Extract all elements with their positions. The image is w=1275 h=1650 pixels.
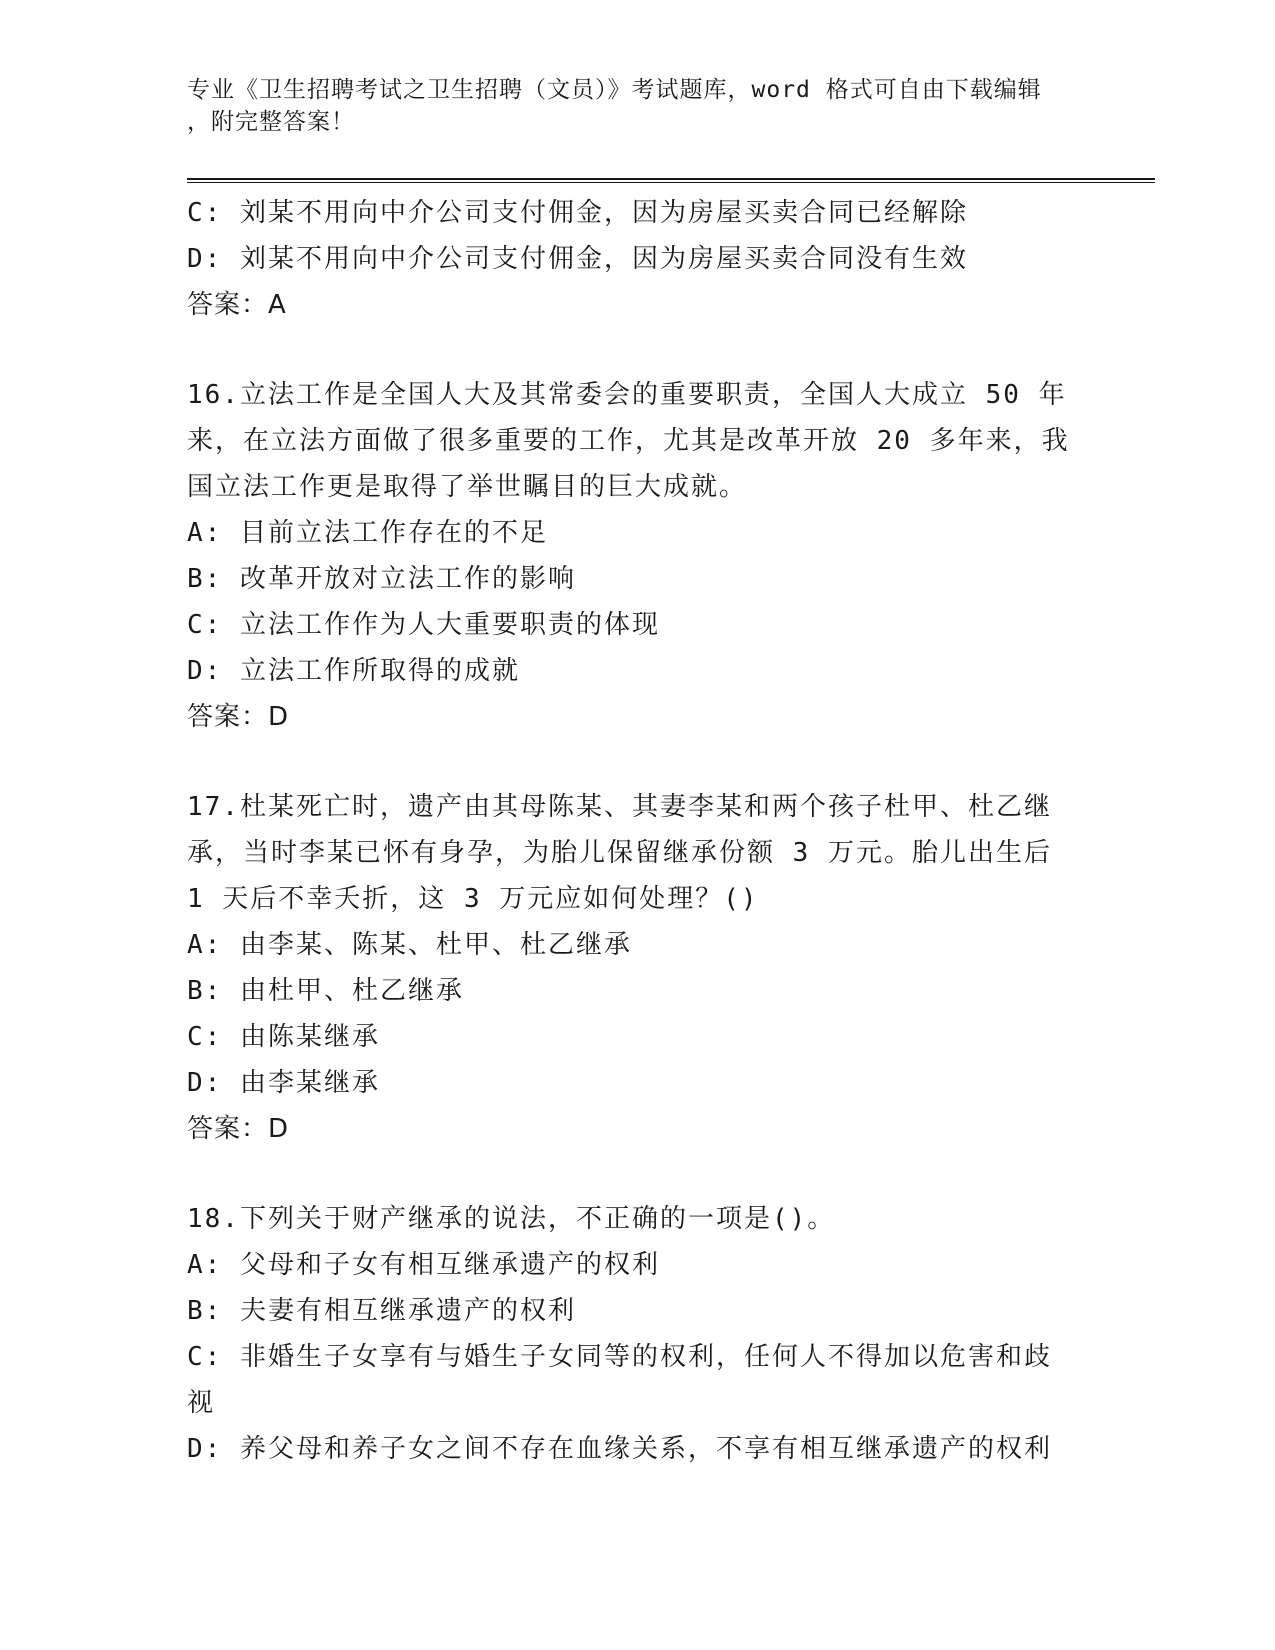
answer: 答案：D <box>187 1114 290 1144</box>
option-c: C: 刘某不用向中介公司支付佣金，因为房屋买卖合同已经解除 <box>187 198 968 228</box>
question-stem-line: 1 天后不幸夭折，这 3 万元应如何处理？() <box>187 884 759 914</box>
header-divider <box>187 178 1155 183</box>
question-stem-line: 16.立法工作是全国人大及其常委会的重要职责，全国人大成立 50 年 <box>187 380 1067 410</box>
option-a: A: 目前立法工作存在的不足 <box>187 518 548 548</box>
spacer <box>187 328 1087 372</box>
option-d: D: 养父母和养子女之间不存在血缘关系，不享有相互继承遗产的权利 <box>187 1434 1052 1464</box>
option-a: A: 由李某、陈某、杜甲、杜乙继承 <box>187 930 632 960</box>
document-header <box>187 74 1087 138</box>
question-stem-line: 国立法工作更是取得了举世瞩目的巨大成就。 <box>187 472 748 502</box>
header-line-1: 专业《卫生招聘考试之卫生招聘（文员）》考试题库，word 格式可自由下载编辑 <box>187 77 1042 103</box>
question-stem-line: 承，当时李某已怀有身孕，为胎儿保留继承份额 3 万元。胎儿出生后 <box>187 838 1052 868</box>
question-stem-line: 17.杜某死亡时，遗产由其母陈某、其妻李某和两个孩子杜甲、杜乙继 <box>187 792 1052 822</box>
question-18 <box>187 1196 1087 1472</box>
option-c: C: 非婚生子女享有与婚生子女同等的权利，任何人不得加以危害和歧 <box>187 1342 1052 1372</box>
header-line-2: ，附完整答案！ <box>187 109 355 135</box>
question-17 <box>187 784 1087 1152</box>
question-stem-line: 18.下列关于财产继承的说法，不正确的一项是()。 <box>187 1204 836 1234</box>
option-d: D: 立法工作所取得的成就 <box>187 656 520 686</box>
question-16 <box>187 372 1087 740</box>
option-c-continued: 视 <box>187 1388 216 1418</box>
spacer <box>187 1152 1087 1196</box>
question-stem-line: 来，在立法方面做了很多重要的工作，尤其是改革开放 20 多年来，我 <box>187 426 1070 456</box>
answer: 答案：D <box>187 702 290 732</box>
option-b: B: 改革开放对立法工作的影响 <box>187 564 576 594</box>
option-b: B: 夫妻有相互继承遗产的权利 <box>187 1296 576 1326</box>
option-b: B: 由杜甲、杜乙继承 <box>187 976 464 1006</box>
option-c: C: 由陈某继承 <box>187 1022 380 1052</box>
question-list <box>187 190 1087 1472</box>
question-15 <box>187 190 1087 328</box>
option-a: A: 父母和子女有相互继承遗产的权利 <box>187 1250 660 1280</box>
option-d: D: 由李某继承 <box>187 1068 380 1098</box>
option-d: D: 刘某不用向中介公司支付佣金，因为房屋买卖合同没有生效 <box>187 244 968 274</box>
option-c: C: 立法工作作为人大重要职责的体现 <box>187 610 660 640</box>
spacer <box>187 740 1087 784</box>
answer: 答案：A <box>187 290 287 320</box>
